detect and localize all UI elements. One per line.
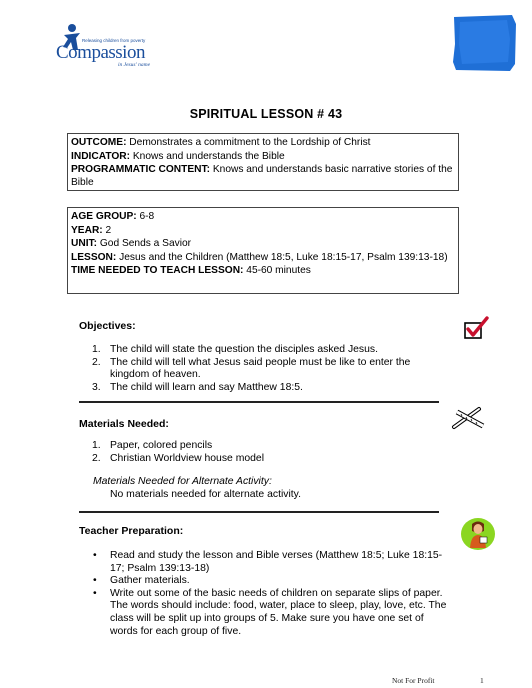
list-text: The child will state the question the disciples asked Jesus. bbox=[110, 344, 378, 355]
pencil-ruler-icon bbox=[451, 405, 487, 431]
age-row bbox=[71, 210, 455, 223]
materials-heading: Materials Needed: bbox=[79, 418, 169, 430]
alt-materials-heading: Materials Needed for Alternate Activity: bbox=[93, 476, 272, 487]
list-item bbox=[92, 344, 432, 357]
year-row bbox=[71, 224, 455, 237]
programmatic-value: Knows and understands basic narrative stories of the Bible bbox=[71, 164, 453, 188]
list-item bbox=[92, 588, 452, 638]
list-item bbox=[92, 382, 432, 395]
lesson-value: Jesus and the Children (Matthew 18:5, Luke 18:15-17, Psalm 139:13-18) bbox=[116, 251, 448, 263]
list-text: Paper, colored pencils bbox=[110, 440, 213, 451]
outcome-label: OUTCOME: bbox=[71, 137, 127, 148]
list-item bbox=[92, 575, 452, 588]
indicator-value: Knows and understands the Bible bbox=[130, 150, 285, 162]
objectives-heading: Objectives: bbox=[79, 320, 136, 332]
list-text: Read and study the lesson and Bible verses (Matthew 18:5; Luke 18:15-17; Psalm 139:13-18) bbox=[110, 550, 443, 574]
year-value: 2 bbox=[102, 224, 112, 236]
time-row bbox=[71, 264, 455, 277]
alt-materials-text: No materials needed for alternate activity. bbox=[110, 489, 301, 500]
section-divider bbox=[79, 511, 439, 513]
list-number: 1. bbox=[92, 440, 101, 451]
time-label: TIME NEEDED TO TEACH LESSON: bbox=[71, 265, 244, 276]
unit-value: God Sends a Savior bbox=[97, 238, 192, 249]
teacher-prep-list bbox=[92, 550, 452, 638]
lesson-info-box bbox=[67, 207, 459, 294]
compassion-logo bbox=[52, 20, 164, 74]
list-number: 2. bbox=[92, 452, 101, 464]
list-bullet: • bbox=[93, 587, 97, 599]
unit-row bbox=[71, 237, 455, 250]
time-value: 45-60 minutes bbox=[243, 265, 311, 276]
indicator-row bbox=[71, 150, 455, 163]
list-text: Write out some of the basic needs of children on separate slips of paper. The words should include: food, water, place to sleep, play, love, etc. The class will be split up into groups of 5. Make sure you have one set of words for each group of five. bbox=[110, 587, 447, 637]
programmatic-row bbox=[71, 163, 455, 189]
outcome-box bbox=[67, 133, 459, 191]
lesson-label: LESSON: bbox=[71, 251, 117, 263]
age-label: AGE GROUP: bbox=[71, 211, 137, 222]
list-bullet: • bbox=[93, 550, 97, 561]
list-text: The child will learn and say Matthew 18:5. bbox=[110, 381, 303, 393]
svg-text:Compassion: Compassion bbox=[56, 42, 145, 63]
outcome-value: Demonstrates a commitment to the Lordship of Christ bbox=[126, 137, 371, 148]
list-number: 2. bbox=[92, 356, 101, 368]
svg-text:in Jesus' name: in Jesus' name bbox=[118, 62, 151, 68]
list-item bbox=[92, 550, 452, 575]
checkmark-icon bbox=[462, 315, 490, 341]
teacher-prep-heading: Teacher Preparation: bbox=[79, 525, 184, 537]
footer-page-number: 1 bbox=[480, 676, 484, 685]
programmatic-label: PROGRAMMATIC CONTENT: bbox=[71, 164, 211, 175]
materials-list bbox=[92, 440, 432, 465]
list-text: Christian Worldview house model bbox=[110, 452, 265, 464]
list-item bbox=[92, 357, 432, 382]
list-text: The child will tell what Jesus said people must be like to enter the kingdom of heaven. bbox=[110, 356, 411, 381]
outcome-row bbox=[71, 136, 455, 149]
footer-not-for-profit: Not For Profit bbox=[392, 676, 435, 685]
section-divider bbox=[79, 401, 439, 403]
list-number: 1. bbox=[92, 344, 101, 355]
page-title: SPIRITUAL LESSON # 43 bbox=[189, 107, 343, 121]
list-number: 3. bbox=[92, 381, 101, 393]
svg-text:Releasing children from povert: Releasing children from poverty bbox=[82, 38, 146, 43]
list-item bbox=[92, 440, 432, 453]
list-bullet: • bbox=[93, 575, 97, 587]
age-value: 6-8 bbox=[136, 211, 155, 222]
lesson-row bbox=[71, 251, 455, 264]
objectives-list bbox=[92, 344, 432, 394]
teacher-icon bbox=[460, 517, 496, 551]
list-item bbox=[92, 453, 432, 466]
list-text: Gather materials. bbox=[110, 575, 190, 587]
year-label: YEAR: bbox=[71, 224, 103, 236]
unit-label: UNIT: bbox=[71, 238, 98, 249]
blue-patch-graphic bbox=[452, 14, 518, 72]
indicator-label: INDICATOR: bbox=[71, 150, 131, 162]
